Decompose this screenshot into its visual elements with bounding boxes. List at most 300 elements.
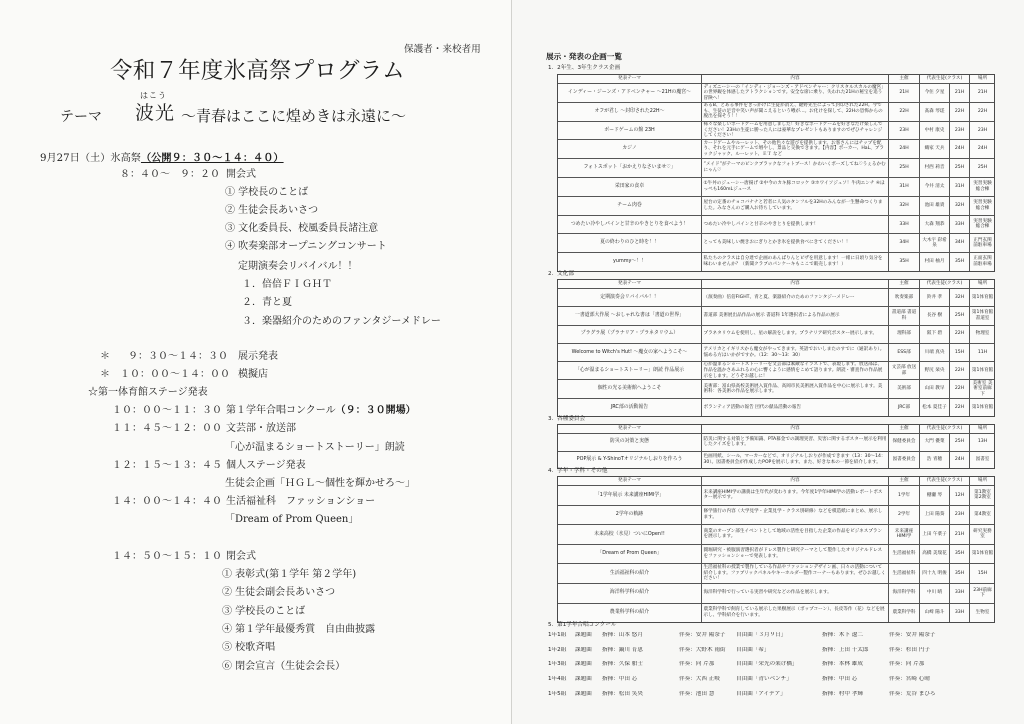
table-row	[558, 343, 994, 361]
theme-subtitle: ～青春はここに煌めきは永遠に～	[181, 107, 407, 125]
cell-host-text: 図書委員会	[892, 456, 916, 462]
column-header-place	[969, 75, 995, 83]
date-line	[40, 152, 284, 165]
choir-free-conductor: 指揮：木下 遼二	[822, 631, 863, 638]
cell-place-text: 第1体育館 書道室	[971, 310, 994, 321]
cell-rep	[919, 140, 949, 158]
cell-content	[701, 84, 888, 102]
cell-content-text: ①牛丼のジューシー唐揚げ ②中今のカキ豚コロッケ ③ホワイソジュソ！牛肉エンチ ④ほっぺも160mLジュース	[703, 181, 885, 192]
choir-row	[548, 658, 988, 673]
cell-theme	[558, 159, 701, 177]
cell-host	[888, 216, 919, 234]
choir-set-conductor: 指揮：松田 笑央	[602, 691, 643, 698]
cell-theme-text: Welcome to Witch's Hut! ～魔女の家へようこそ～	[571, 348, 688, 355]
choir-row	[548, 643, 988, 658]
cell-content-text: 未来講座HIMI学の講義は生年代が変わります。今年度1学年HIMI学の活動レポートポスター展示です。	[703, 489, 883, 501]
cell-place	[969, 344, 995, 361]
cell-host	[888, 344, 919, 361]
cell-place-text: 13H	[977, 439, 988, 445]
table-row	[558, 451, 994, 469]
choir-free-accompanist: 伴奏：杉田 円子	[889, 646, 930, 653]
cell-theme-text: 栄田家の食卓	[614, 183, 645, 190]
cell-rep	[919, 234, 949, 252]
cell-cls-text: 22H	[954, 386, 965, 392]
cell-cls-text: 33H	[954, 221, 965, 227]
column-header-theme	[558, 477, 701, 485]
cell-theme-text: POP展示 & Y-ShinoTオリジナルしおりを作ろう	[576, 455, 683, 462]
choir-class: 1年2組	[548, 646, 567, 653]
cell-cls-text: 34H	[954, 240, 965, 246]
cell-theme	[558, 525, 701, 544]
cell-place-text: 11H	[977, 349, 988, 355]
cell-theme-text: カジノ	[622, 145, 637, 152]
cell-place-text: 物理室	[975, 331, 990, 337]
cell-cls-text: 25H	[954, 439, 965, 445]
cell-place-text: 第1体育館	[971, 404, 994, 410]
cell-host	[888, 434, 919, 451]
column-header-rep	[919, 425, 969, 433]
cell-host-text: 34H	[899, 240, 909, 246]
cell-host	[888, 289, 919, 306]
table-row	[558, 485, 994, 505]
cell-theme-text: 海洋科学科の紹介	[609, 589, 650, 596]
choir-set-accompanist: 伴奏：向 芹那	[679, 661, 715, 668]
cell-rep	[919, 584, 949, 603]
cell-cls	[949, 103, 969, 121]
cell-content	[701, 434, 888, 451]
column-header-host	[888, 425, 919, 433]
table-row	[558, 325, 994, 343]
column-header-rep-text: 代表生徒(クラス)	[926, 426, 963, 432]
table-header-row	[558, 75, 994, 83]
cell-cls-text: 35H	[954, 570, 965, 576]
cell-host-text: 1学年	[897, 492, 911, 498]
choir-set-conductor: 指揮：中田 芯	[602, 676, 638, 683]
cell-cls-text: 22H	[954, 368, 965, 374]
cell-host-text: 美術部	[897, 386, 911, 392]
cell-place	[969, 84, 995, 102]
cell-cls	[949, 326, 969, 343]
cell-rep-text: 大門 優菜	[924, 439, 945, 445]
cell-rep	[919, 253, 949, 271]
cell-place-text: 第1体育館	[971, 368, 994, 374]
opening-item: ③ 文化委員長、校風委員長諸注意	[225, 223, 379, 234]
table-row	[558, 505, 994, 525]
cell-theme	[558, 103, 701, 121]
cell-place	[969, 452, 995, 469]
column-header-content	[701, 280, 888, 288]
cell-place	[969, 103, 995, 121]
cell-theme	[558, 289, 701, 306]
table-row	[558, 583, 994, 603]
cell-theme	[558, 564, 701, 583]
cell-place-text: 第1体育館	[971, 551, 994, 557]
stage-time: １４：００～１４：４０	[112, 496, 222, 507]
cell-content-text: 農業科学科で飼育している展示した果樹展示（ポップコーン）、長皮等作（花）などを展示し、学科紹介を行います。	[703, 607, 885, 618]
choir-free-piece: 自由曲「栄光の架け橋」	[736, 661, 798, 668]
stage-event-detail: 「心が温まるショートストーリー」朗読	[225, 442, 405, 453]
stage-event-label: 第１学年合唱コンクール	[226, 405, 336, 416]
cell-cls-text: 32H	[954, 294, 965, 300]
cell-host	[888, 486, 919, 505]
table-row	[558, 158, 994, 177]
cell-theme-text: 生活福祉科の紹介	[609, 569, 650, 576]
cell-cls	[949, 362, 969, 379]
cell-content-text: 心が温まるショートストーリーを文芸部は素敵なイラストで、表現します。放送部は、作品を温かさあふれるの心に響くように感情をこめて語ります。朗読・審査作の作品展示をします。どうぞお越しに！	[703, 362, 883, 379]
cell-theme-text: プラグラ展（プラナリア・プラネタリウム）	[580, 330, 679, 337]
cell-content	[701, 380, 888, 397]
choir-row	[548, 687, 988, 702]
cell-host	[888, 307, 919, 324]
cell-cls-text: 23H	[954, 127, 965, 133]
cell-cls	[949, 486, 969, 505]
cell-content-text: 修学旅行の内容（大学見学・企業見学・クラス別研修）などを模造紙にまとめ、展示します。	[703, 509, 883, 520]
cell-host	[888, 506, 919, 525]
cell-place-text: 実習実験総合棟	[973, 181, 992, 192]
column-header-theme	[558, 280, 701, 288]
choir-set-piece: 課題曲	[575, 646, 592, 653]
cell-cls	[949, 289, 969, 306]
cell-host	[888, 525, 919, 544]
cell-host-text: 文芸部 放送部	[891, 365, 917, 376]
column-header-content	[701, 75, 888, 83]
table-row	[558, 288, 994, 306]
cell-content	[701, 506, 888, 525]
choir-free-piece: 自由曲「３月９日」	[736, 631, 787, 638]
cell-content-text: とっても美味しい焼きおにぎりとかき氷を提供食べにきてください！！	[703, 240, 851, 246]
table-row	[558, 433, 994, 451]
opening-label: 開会式	[226, 169, 256, 180]
section-title: 4．学年・学科・その他	[548, 468, 608, 474]
cell-content	[701, 216, 888, 234]
table-row	[558, 102, 994, 121]
choir-free-accompanist: 伴奏：荒谷 まひろ	[889, 691, 936, 698]
cell-rep	[919, 159, 949, 177]
cell-host	[888, 380, 919, 397]
cell-theme	[558, 506, 701, 525]
cell-cls	[949, 216, 969, 234]
cell-rep-text: 野尻 栞央	[924, 368, 945, 374]
closing-label: 閉会式	[226, 551, 256, 562]
cell-host-text: 32H	[899, 202, 909, 208]
cell-content	[701, 326, 888, 343]
cell-theme	[558, 362, 701, 379]
cell-theme	[558, 344, 701, 361]
cell-host	[888, 399, 919, 416]
cell-host	[888, 253, 919, 271]
column-header-host-text: 主催	[899, 426, 909, 432]
cell-theme-text: 「1学年展示 未来講座HIMI学」	[594, 491, 665, 498]
cell-place	[969, 326, 995, 343]
stage-event-detail: 生徒会企画「ＨＧＬ～個性を輝かせろ～」	[225, 478, 415, 489]
cell-theme	[558, 545, 701, 564]
cell-host	[888, 84, 919, 102]
cell-content-text: ”メイド”がテーマのピンクブラックなフォトブース！かわいくポーズしてね♡うぇるかむにゃん♡	[703, 162, 886, 174]
cell-content	[701, 103, 888, 121]
column-header-rep-text: 代表生徒(クラス)	[926, 281, 963, 287]
cell-theme-text: 「Dream of Prom Queen」	[597, 550, 662, 557]
cell-cls-text: 31H	[954, 184, 965, 190]
table-row	[558, 215, 994, 234]
cell-theme	[558, 253, 701, 271]
cell-host-text: 22H	[899, 108, 909, 114]
cell-rep-text: 阪下 碧	[926, 331, 943, 337]
cell-host	[888, 122, 919, 140]
cell-place	[969, 234, 995, 252]
concert-song: １．倍倍ＦＩＧＨＴ	[242, 279, 332, 290]
cell-rep-text: 今井 清太	[924, 184, 945, 190]
cell-host-text: 吹奏楽部	[894, 294, 914, 300]
cell-host-text: 25H	[899, 165, 909, 171]
choir-set-piece: 課題曲	[575, 676, 592, 683]
cell-place-text: 22H	[977, 108, 988, 114]
choir-free-piece: 自由曲「青いベンチ」	[736, 676, 792, 683]
cell-host	[888, 234, 919, 252]
cell-place-text: 23H	[977, 127, 988, 133]
cell-place	[969, 159, 995, 177]
cell-host-text: 保健委員会	[892, 439, 916, 445]
section-title: 5．第1学年合唱コンクール	[548, 622, 617, 628]
cell-theme	[558, 307, 701, 324]
cell-cls-text: 25H	[954, 313, 965, 319]
choir-class: 1年1組	[548, 631, 567, 638]
cell-place-text: 図書室	[975, 456, 990, 462]
stall-label: 模擬店	[238, 369, 268, 380]
column-header-rep-text: 代表生徒(クラス)	[926, 76, 963, 82]
cell-content-text: ボランティア活動の報告 団代の献品活動の報告	[703, 404, 802, 410]
cell-cls	[949, 253, 969, 271]
cell-cls-text: 12H	[954, 492, 965, 498]
audience-label: 保護者・来校者用	[404, 44, 481, 55]
cell-content-text: あるB、とある事件をきっかけに生徒が消え、鍵野先生によって封印された22H。今でも、生徒の足音や笑い声が聞こえるという噂が…。お化けを探して、22Hの恐怖からの脱出を探そう！！	[703, 103, 883, 120]
cell-rep	[919, 84, 949, 102]
cell-place	[969, 399, 995, 416]
cell-cls	[949, 604, 969, 623]
table-row	[558, 252, 994, 271]
cell-rep-text: 長谷 樹	[926, 313, 943, 319]
choir-set-accompanist: 伴奏：大西 正岐	[679, 676, 720, 683]
cell-theme	[558, 584, 701, 603]
cell-host-text: 書道部 書道科	[891, 310, 917, 321]
cell-content	[701, 307, 888, 324]
choir-contest-list	[548, 628, 988, 702]
cell-theme-text: 防災の対策と実態	[609, 438, 650, 445]
cell-rep	[919, 307, 949, 324]
cell-place	[969, 564, 995, 583]
cell-rep	[919, 344, 949, 361]
cell-host-text: 21H	[899, 90, 909, 96]
column-header-host	[888, 75, 919, 83]
exhibit-mark: ＊	[100, 351, 110, 362]
cell-host-text: 生活福祉科	[892, 570, 916, 576]
column-header-place-text: 場所	[977, 478, 988, 484]
table-row	[558, 361, 994, 379]
cell-rep-text: 浩 青穂	[926, 456, 943, 462]
cell-content-text: 生活福祉科の授業で製作している作品やファッションデザイン画、日々の活動について紹介します。ファブリックパネルやキーホルダー製作コーナーもあります。ぜひお越しください！	[703, 565, 886, 582]
cell-rep-text: 山田 教早	[924, 386, 945, 392]
cell-cls	[949, 84, 969, 102]
choir-free-accompanist: 伴奏：向 芹那	[889, 661, 925, 668]
cell-theme-text: 夏の終わりのひと時を！！	[600, 239, 659, 246]
choir-set-conductor: 指揮：鍋川 育恵	[602, 646, 643, 653]
cell-content	[701, 234, 888, 252]
cell-rep-text: 大森 翔恭	[924, 221, 945, 227]
cell-rep	[919, 326, 949, 343]
cell-place	[969, 178, 995, 196]
cell-content-text: 商業のオープン部生イベントとして地域の活性を目指した企業の作品をビジネスプランを展示します。	[703, 528, 883, 540]
cell-cls	[949, 506, 969, 525]
cell-content-text: つめたい冷やしパインと甘辛のやきとりを提供します！	[703, 221, 819, 227]
cell-theme-text: 一書道部大作展 ～おしゃれな書は「書道の世界」	[574, 312, 685, 319]
closing-item: ⑥ 閉会宣言（生徒会会長）	[222, 661, 346, 672]
cell-rep-text: 鈴井 孝	[926, 294, 943, 300]
closing-item: ② 生徒会副会長あいさつ	[222, 587, 336, 598]
column-header-place-text: 場所	[977, 76, 988, 82]
cell-theme	[558, 604, 701, 623]
cell-place-text: 研究実務室	[973, 528, 992, 540]
opening-item: ② 生徒会長あいさつ	[225, 205, 319, 216]
column-header-content	[701, 425, 888, 433]
cell-cls	[949, 307, 969, 324]
table-row	[558, 196, 994, 215]
column-header-place-text: 場所	[977, 426, 988, 432]
cell-rep	[919, 362, 949, 379]
cell-rep-text: 今住 夕星	[924, 90, 945, 96]
cell-host-text: JRC部	[897, 404, 911, 410]
cell-place	[969, 380, 995, 397]
cell-rep-text: 山崎 陽斗	[924, 610, 945, 616]
choir-class: 1年3組	[548, 661, 567, 668]
stage-event-label: 生活福祉科 ファッションショー	[226, 496, 376, 507]
choir-set-accompanist: 伴奏：池田 慧	[679, 691, 715, 698]
culture-clubs-table	[557, 279, 995, 417]
cell-place	[969, 362, 995, 379]
table-row	[558, 563, 994, 583]
cell-cls	[949, 178, 969, 196]
cell-rep	[919, 506, 949, 525]
cell-content-text: カードゲームやルーレット、その他色々な遊びを提供します。お客さんにはチップを配り、それを元手にゲームで増やし、景品と交換できます。【内容】ポーカー、HaL、ブラックジャック、ルーレット、ＥＴ など	[703, 140, 884, 158]
cell-content	[701, 604, 888, 623]
cell-theme	[558, 234, 701, 252]
exhibit-list-heading: 展示・発表の企画一覧	[546, 52, 622, 61]
cell-theme	[558, 140, 701, 158]
concert-note: 定期演奏会リバイバル！！	[238, 261, 358, 272]
committees-table	[557, 424, 995, 469]
opening-item: ① 学校長のことば	[225, 187, 309, 198]
stage-time: １０：００～１１：３０	[112, 405, 222, 416]
cell-content	[701, 564, 888, 583]
cell-rep	[919, 103, 949, 121]
stage-heading: ☆第一体育館ステージ発表	[88, 387, 208, 398]
choir-set-conductor: 指揮：山本 悠月	[602, 631, 643, 638]
cell-theme	[558, 197, 701, 215]
cell-place	[969, 434, 995, 451]
column-header-host-text: 主催	[899, 76, 909, 82]
cell-content	[701, 178, 888, 196]
cell-rep	[919, 216, 949, 234]
cell-content-text: 様々な楽しいボードゲームを用意しました！好きなボードゲームを好きなだけ楽しんでください！23Hの生徒に勝った人には豪華なプレゼントもありますのでぜひチャレンジしてください！	[703, 122, 883, 139]
choir-free-piece: 自由曲「希」	[736, 646, 770, 653]
cell-content-text: プラネタリウムを使用し、星の解説をします。プラナリア研究ポスター展示します。	[703, 331, 878, 337]
cell-rep-text: 川端 真央	[924, 349, 945, 355]
cell-cls	[949, 234, 969, 252]
choir-class: 1年5組	[548, 691, 567, 698]
class-exhibits-table	[557, 74, 995, 272]
cell-place-text: 24H	[977, 146, 988, 152]
cell-content	[701, 197, 888, 215]
cell-rep	[919, 434, 949, 451]
cell-theme-text: フォトスポット「おかえりなさいませ♡」	[583, 164, 676, 171]
cell-cls	[949, 525, 969, 544]
choir-set-piece: 課題曲	[575, 631, 592, 638]
cell-content-text: 書道部 美術展出品作品の展示 書道科 1年選択者による作品の展示	[703, 313, 840, 319]
closing-item: ① 表彰式(第１学年 第２学年)	[222, 569, 357, 580]
cell-cls-text: 15H	[954, 349, 965, 355]
cell-cls	[949, 344, 969, 361]
cell-host-text: 2学年	[897, 512, 911, 518]
closing-item: ③ 学校長のことば	[222, 606, 306, 617]
theme-label: テーマ	[60, 109, 102, 125]
choir-free-conductor: 指揮：中田 芯	[822, 676, 858, 683]
cell-rep-text: 上田 午菜子	[922, 531, 947, 537]
exhibit-time: ９：３０～１４：３０	[128, 351, 228, 362]
concert-song: ３．楽器紹介のためのファンタジーメドレー	[242, 316, 441, 327]
cell-content	[701, 584, 888, 603]
cell-host-text: 31H	[899, 184, 909, 190]
cell-place-text: 第4教室	[974, 512, 991, 518]
cell-cls	[949, 452, 969, 469]
table-row	[558, 121, 994, 140]
cell-cls	[949, 197, 969, 215]
table-row	[558, 83, 994, 102]
cell-host-text: 海洋科学科	[892, 590, 916, 596]
section-title: 3．各種委員会	[548, 416, 586, 422]
column-header-place	[969, 425, 995, 433]
choir-set-accompanist: 伴奏：安井 陽奈子	[679, 631, 726, 638]
cell-place-text: 生物室	[975, 610, 990, 616]
cell-host-text: 農業科学科	[892, 610, 916, 616]
column-header-theme-text: 発表テーマ	[618, 426, 641, 432]
choir-set-piece: 課題曲	[575, 661, 592, 668]
cell-place-text: 実習実験総合棟	[973, 218, 992, 230]
cell-place	[969, 253, 995, 271]
column-header-rep	[919, 75, 969, 83]
closing-item: ⑤ 校歌斉唱	[222, 642, 276, 653]
cell-cls	[949, 584, 969, 603]
table-header-row	[558, 425, 994, 433]
table-row	[558, 306, 994, 324]
table-row	[558, 544, 994, 564]
column-header-host-text: 主催	[899, 281, 909, 287]
cell-theme-text: yummy～！！	[612, 258, 647, 265]
column-header-content-text: 内容	[790, 426, 800, 432]
cell-rep-text: 上田 陽葵	[924, 512, 945, 518]
cell-theme-text: 農業科学科の紹介	[609, 609, 650, 616]
cell-content	[701, 486, 888, 505]
grades-departments-table	[557, 476, 995, 623]
cell-host	[888, 178, 919, 196]
cell-content-text: 闘堀研究・被服演習選択者がドレス製作と研究テーマとして製作したオリジナルドレスをファッションショーで発表します。	[703, 548, 883, 560]
cell-place	[969, 584, 995, 603]
cell-rep	[919, 545, 949, 564]
cell-cls-text: 22H	[954, 331, 965, 337]
cell-cls	[949, 564, 969, 583]
section-title: 1．2年生、3年生クラス企画	[548, 65, 621, 71]
theme-ruby: はこう	[140, 91, 167, 100]
cell-rep	[919, 399, 949, 416]
column-header-theme	[558, 425, 701, 433]
cell-host-text: 生活福祉科	[892, 551, 916, 557]
